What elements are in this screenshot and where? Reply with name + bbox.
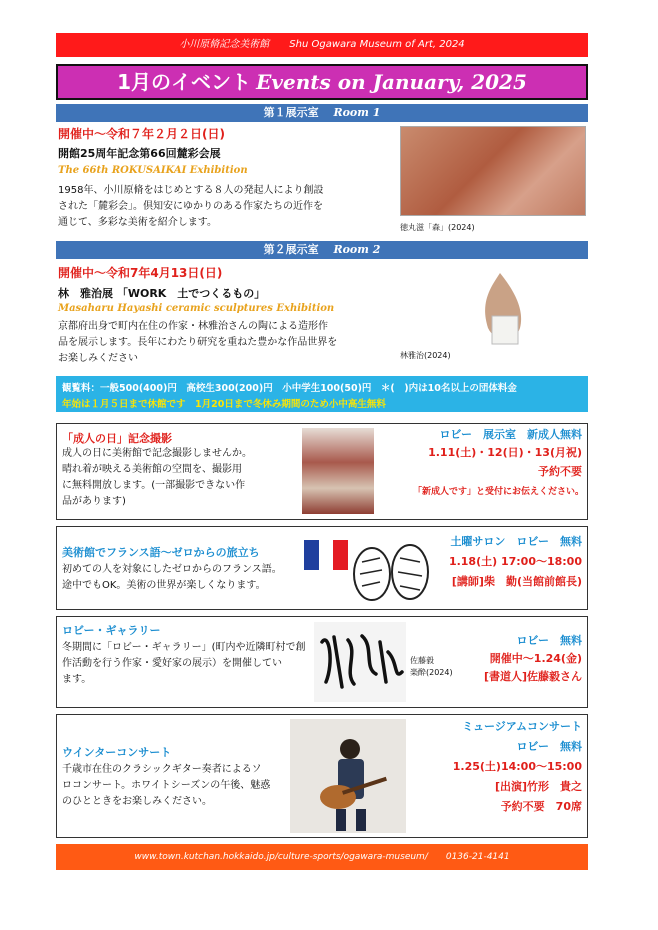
museum-header-bar: 小川原脩記念美術館 Shu Ogawara Museum of Art, 2024 <box>56 33 588 57</box>
event1-note2: 「新成人です」と受付にお伝えください。 <box>412 487 584 497</box>
event4-note: 予約不要 70席 <box>500 800 582 813</box>
event3-description <box>62 640 308 688</box>
room2-label-en: Room 2 <box>333 243 381 256</box>
room2-caption: 林雅治(2024) <box>400 351 451 360</box>
event2-lecturer: [講師]柴 勤(当館前館長) <box>451 575 582 588</box>
event4-place-title: ミュージアムコンサート <box>462 720 582 733</box>
room2-description <box>58 319 398 367</box>
event3-artist: [書道人]佐藤毅さん <box>483 670 582 683</box>
room1-label-en: Room 1 <box>333 106 381 119</box>
event4-desc-line: のひとときをお楽しみください。 <box>62 796 212 807</box>
event4-date: 1.25(土)14:00～15:00 <box>452 760 582 773</box>
room2-bar <box>56 241 588 259</box>
room1-bar <box>56 104 588 122</box>
event1-description <box>62 446 302 510</box>
event2-desc-line: 初めての人を対象にしたゼロからのフランス語。 <box>62 564 282 575</box>
event3-caption2: 楽酔(2024) <box>410 668 453 677</box>
event1-place: ロビー 展示室 新成人無料 <box>439 428 582 441</box>
room1-period: 開催中～令和７年２月２日(日) <box>58 127 225 141</box>
room2-title-en: Masaharu Hayashi ceramic sculptures Exhibition <box>58 303 335 314</box>
title-en: Events on January, 2025 <box>256 70 527 94</box>
event4-desc-line: ロコンサート。ホワイトシーズンの午後、魅惑 <box>62 780 271 791</box>
event3-title: ロビー・ギャラリー <box>62 624 161 637</box>
closure-notice: 年始は１月５日まで休館です 1月20日まで冬休み期間のため小中高生無料 <box>62 399 386 410</box>
event4-desc-line: 千歳市在住のクラシックギター奏者によるソ <box>62 764 262 775</box>
admission-fee-box <box>56 376 588 412</box>
guitarist-photo <box>290 719 406 833</box>
room2-desc-line: お楽しみください <box>58 353 138 364</box>
event2-title: 美術館でフランス語～ゼロからの旅立ち <box>62 546 260 559</box>
event1-date: 1.11(土)・12(日)・13(月祝) <box>428 446 582 459</box>
room2-desc-line: 品を展示します。長年にわたり研究を重ねた豊かな作品世界を <box>58 337 338 348</box>
event1-desc-line: 成人の日に美術館で記念撮影しませんか。 <box>62 448 252 459</box>
room2-period: 開催中～令和7年4月13日(日) <box>58 266 223 280</box>
admission-fees: 観覧料：一般500(400)円 高校生300(200)円 小中学生100(50)円 ＊( )内は10名以上の団体料金 <box>62 383 517 394</box>
event3-caption1: 佐藤毅 <box>410 656 434 665</box>
event1-desc-line: 晴れ着が映える美術館の空間を、撮影用 <box>62 464 242 475</box>
room1-desc-line: 通じて、多彩な美術を紹介します。 <box>58 217 217 228</box>
event2-desc-line: 途中でもOK。美術の世界が楽しくなります。 <box>62 580 266 591</box>
event1-note: 予約不要 <box>538 465 582 478</box>
room2-desc-line: 京都府出身で町内在住の作家・林雅治さんの陶による造形作 <box>58 321 328 332</box>
french-flag-icon <box>304 540 348 570</box>
room1-caption: 徳丸滋「森」(2024) <box>400 223 475 232</box>
event1-desc-line: に無料開放します。(一部撮影できない作 <box>62 480 246 491</box>
event2-place: 土曜サロン ロビー 無料 <box>450 535 582 548</box>
event4-performer: [出演]竹形 貴之 <box>494 780 582 793</box>
room1-description <box>58 183 398 231</box>
room1-title: 開館25周年記念第66回麓彩会展 <box>58 147 221 160</box>
event3-date: 開催中～1.24(金) <box>489 652 582 665</box>
event3-desc-line: 冬期間に「ロビー・ギャラリー」(町内や近隣町村で創 <box>62 642 306 653</box>
event3-place: ロビー 無料 <box>516 634 582 647</box>
room2-title: 林 雅治展 「WORK 土でつくるもの」 <box>58 287 266 300</box>
room1-label-jp: 第１展示室 <box>263 106 319 119</box>
event1-kimono-photo <box>302 428 374 514</box>
calligraphy-image <box>314 622 406 702</box>
room1-desc-line: された「麓彩会」。倶知安にゆかりのある作家たちの近作を <box>58 201 323 212</box>
event2-description <box>62 562 312 594</box>
room1-artwork-image <box>400 126 586 216</box>
room1-title-en: The 66th ROKUSAIKAI Exhibition <box>58 165 248 176</box>
event3-desc-line: ます。 <box>62 674 92 685</box>
event4-place: ロビー 無料 <box>516 740 582 753</box>
event2-date: 1.18(土) 17:00～18:00 <box>448 555 582 568</box>
event3-desc-line: 作活動を行う作家・愛好家の展示）を開催してい <box>62 658 282 669</box>
title-jp: 1月のイベント <box>117 70 252 94</box>
room1-desc-line: 1958年、小川原脩をはじめとする８人の発起人により創設 <box>58 185 324 196</box>
event4-title: ウインターコンサート <box>62 746 172 759</box>
page-title <box>56 64 588 100</box>
event4-description <box>62 762 294 810</box>
room2-sculpture-image <box>470 268 530 346</box>
footer-contact-bar: www.town.kutchan.hokkaido.jp/culture-sports/ogawara-museum/ 0136-21-4141 <box>56 844 588 870</box>
event1-title: 「成人の日」記念撮影 <box>62 432 172 445</box>
event1-desc-line: 品があります) <box>62 496 126 507</box>
room2-label-jp: 第２展示室 <box>263 243 319 256</box>
